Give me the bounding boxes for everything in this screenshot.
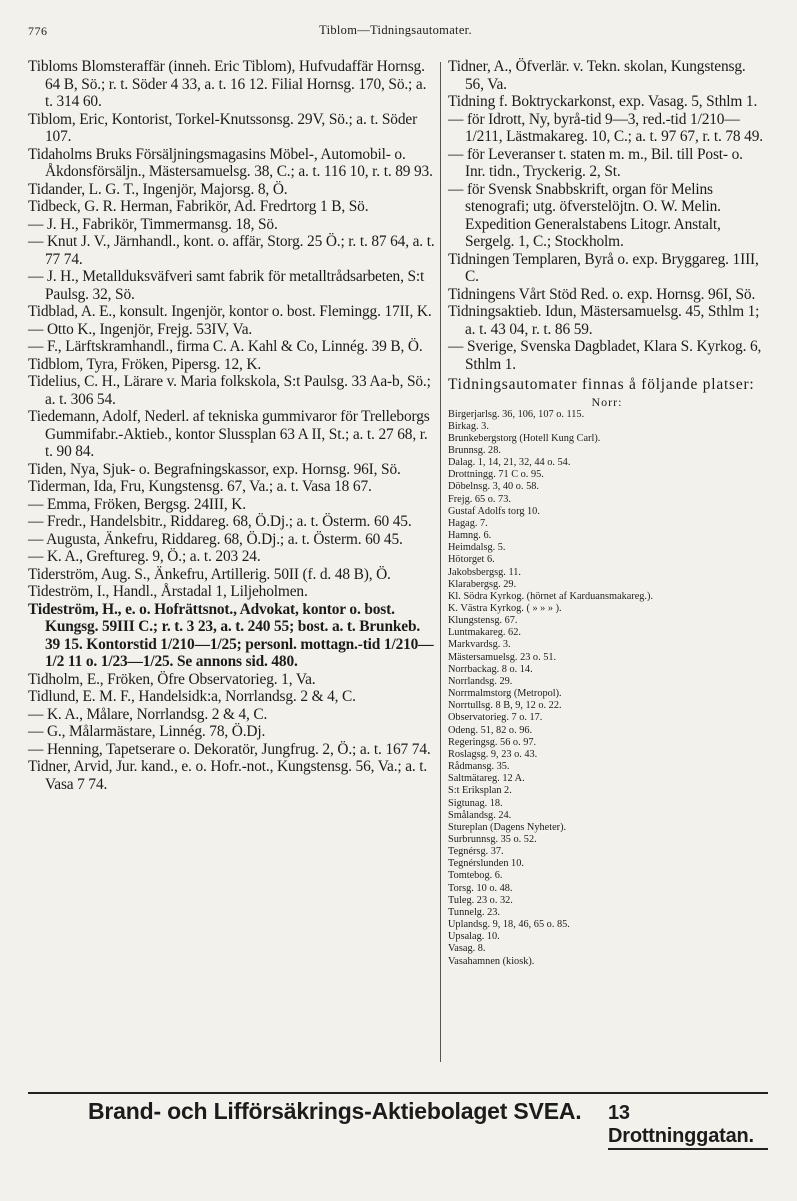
automat-location: Heimdalsg. 5. — [448, 542, 506, 554]
automat-location: Roslagsg. 9, 23 o. 43. — [448, 748, 538, 760]
automat-location: Uplandsg. 9, 18, 46, 65 o. 85. — [448, 919, 570, 931]
automat-location: Birkag. 3. — [448, 420, 489, 432]
automat-location: Norrmalmstorg (Metropol). — [448, 688, 562, 700]
directory-entry: Tiden, Nya, Sjuk- o. Begrafningskassor, exp. Hornsg. 96I, Sö. — [28, 460, 401, 478]
directory-entry: — Sverige, Svenska Dagbladet, Klara S. Kyrkog. 6, Sthlm 1. — [448, 338, 762, 373]
directory-entry: — J. H., Fabrikör, Timmermansg. 18, Sö. — [28, 215, 278, 233]
automat-location: Döbelnsg. 3, 40 o. 58. — [448, 481, 539, 493]
directory-entry: Tidningens Vårt Stöd Red. o. exp. Hornsg. 96I, Sö. — [448, 285, 756, 303]
footer-brand: Brand- och Lifförsäkrings-Aktiebolaget SVEA. — [88, 1098, 582, 1124]
directory-entry: Tidaholms Bruks Försäljningsmagasins Möbel-, Automobil- o. Åkdonsförsäljn., Mästersamuelsg. 38, C.; a. t. 116 10, r. t. 89 93. — [28, 145, 433, 180]
directory-entry: — Henning, Tapetserare o. Dekoratör, Jungfrug. 2, Ö.; a. t. 167 74. — [28, 740, 431, 758]
directory-entry: Tidelius, C. H., Lärare v. Maria folkskola, S:t Paulsg. 33 Aa-b, Sö.; a. t. 306 54. — [28, 373, 431, 408]
directory-entry: Tidning f. Boktryckarkonst, exp. Vasag. 5, Sthlm 1. — [448, 93, 758, 110]
directory-entry: — J. H., Metallduksväfveri samt fabrik för metalltrådsarbeten, S:t Paulsg. 32, Sö. — [28, 268, 425, 303]
directory-entry: Tidholm, E., Fröken, Öfre Observatorieg. 1, Va. — [28, 670, 316, 688]
directory-entry: Tidbeck, G. R. Herman, Fabrikör, Ad. Fredrtorg 1 B, Sö. — [28, 198, 369, 215]
automat-location: Surbrunnsg. 35 o. 52. — [448, 833, 537, 845]
page-number: 776 — [28, 24, 48, 38]
automat-location: Jakobsbergsg. 11. — [448, 566, 521, 578]
automat-location: Norrlandsg. 29. — [448, 675, 513, 687]
automat-location: Torsg. 10 o. 48. — [448, 882, 513, 894]
automat-location: Norrbackag. 8 o. 14. — [448, 663, 533, 675]
automat-location: Brunnsg. 28. — [448, 444, 501, 456]
directory-entry: — för Leveranser t. staten m. m., Bil. till Post- o. Inr. tidn., Tryckerig. 2, St. — [448, 145, 743, 180]
station-list — [448, 409, 766, 968]
automat-location: Rådmansg. 35. — [448, 761, 510, 773]
automat-location: Observatorieg. 7 o. 17. — [448, 712, 543, 724]
automat-location: Markvardsg. 3. — [448, 639, 511, 651]
automat-heading: Tidningsautomater finnas å följande platser: — [448, 376, 755, 393]
automat-location: Tegnérslunden 10. — [448, 858, 524, 870]
directory-entry: — Fredr., Handelsbitr., Riddareg. 68, Ö.Dj.; a. t. Österm. 60 45. — [28, 513, 412, 530]
automat-location: Luntmakareg. 62. — [448, 627, 521, 639]
automat-location: Gustaf Adolfs torg 10. — [448, 505, 540, 517]
automat-location: Smålandsg. 24. — [448, 809, 512, 821]
automat-location: Vasag. 8. — [448, 943, 486, 955]
automat-location: Norrtullsg. 8 B, 9, 12 o. 22. — [448, 700, 562, 712]
automat-location: Tegnérsg. 37. — [448, 846, 504, 858]
automat-location: Drottningg. 71 C o. 95. — [448, 469, 544, 481]
directory-entry: Tiblom, Eric, Kontorist, Torkel-Knutssonsg. 29V, Sö.; a. t. Söder 107. — [28, 110, 418, 145]
directory-entry: Tidner, Arvid, Jur. kand., e. o. Hofr.-not., Kungstensg. 56, Va.; a. t. Vasa 7 74. — [28, 758, 428, 793]
directory-entry: Tidningsaktieb. Idun, Mästersamuelsg. 45, Sthlm 1; a. t. 43 04, r. t. 86 59. — [448, 303, 760, 338]
automat-location: K. Västra Kyrkog. ( » » » ). — [448, 603, 562, 614]
directory-entry: — K. A., Målare, Norrlandsg. 2 & 4, C. — [28, 705, 268, 723]
automat-location: Vasahamnen (kiosk). — [448, 955, 535, 967]
directory-entry: Tidningen Templaren, Byrå o. exp. Bryggareg. 1III, C. — [448, 250, 759, 285]
automat-location: Upsalag. 10. — [448, 931, 500, 943]
directory-entry: Tidander, L. G. T., Ingenjör, Majorsg. 8, Ö. — [28, 180, 288, 198]
column-divider — [440, 62, 441, 1062]
directory-entry: Tidblom, Tyra, Fröken, Pipersg. 12, K. — [28, 355, 262, 373]
right-column — [448, 58, 766, 968]
automat-location: Stureplan (Dagens Nyheter). — [448, 821, 567, 833]
footer-advertisement — [28, 1092, 768, 1147]
directory-entry: Tiedemann, Adolf, Nederl. af tekniska gummivaror för Trelleborgs Gummifabr.-Aktieb., kontor Slussplan 63 A II, St.; a. t. 27 68, r. t. 90 84. — [28, 408, 430, 460]
automat-location: Hagag. 7. — [448, 517, 488, 529]
automat-location: Brunkebergstorg (Hotell Kung Carl). — [448, 432, 601, 444]
directory-entry: Tiderström, Aug. S., Änkefru, Artillerig. 50II (f. d. 48 B), Ö. — [28, 565, 391, 583]
automat-location: Hamng. 6. — [448, 530, 492, 542]
automat-location: Tunnelg. 23. — [448, 906, 500, 918]
footer-address: 13 Drottninggatan. — [608, 1102, 768, 1150]
directory-entry: Tiderman, Ida, Fru, Kungstensg. 67, Va.; a. t. Vasa 18 67. — [28, 478, 372, 495]
automat-location: Odeng. 51, 82 o. 96. — [448, 724, 533, 736]
directory-columns — [28, 58, 768, 1090]
directory-entry: — Emma, Fröken, Bergsg. 24III, K. — [28, 495, 246, 513]
directory-entry: Tidlund, E. M. F., Handelsidk:a, Norrlandsg. 2 & 4, C. — [28, 688, 356, 705]
directory-entry: — för Svensk Snabbskrift, organ för Melins stenografi; utg. öfverstelöjtn. O. W. Melin. Expedition Generalstabens Litogr. Anstalt, Sergelg. 1, C.; Stockholm. — [448, 180, 721, 250]
automat-location: Dalag. 1, 14, 21, 32, 44 o. 54. — [448, 457, 571, 469]
automat-location: Frejg. 65 o. 73. — [448, 493, 511, 505]
automat-location: Hötorget 6. — [448, 554, 495, 566]
directory-entry: Tibloms Blomsteraffär (inneh. Eric Tiblom), Hufvudaffär Hornsg. 64 B, Sö.; r. t. Söder 4 33, a. t. 16 12. Filial Hornsg. 170, Sö.; a. t. 314 60. — [28, 58, 427, 110]
automat-location: Klarabergsg. 29. — [448, 578, 517, 590]
directory-entry: Tideström, I., Handl., Årstadal 1, Liljeholmen. — [28, 583, 308, 600]
automat-location: Mästersamuelsg. 23 o. 51. — [448, 651, 557, 663]
running-title: Tiblom—Tidningsautomater. — [319, 23, 472, 37]
automat-location: Saltmätareg. 12 A. — [448, 773, 525, 785]
automat-location: Tomtebog. 6. — [448, 870, 503, 882]
directory-entry: — för Idrott, Ny, byrå-tid 9—3, red.-tid 1/210—1/211, Lästmakareg. 10, C.; a. t. 97 67, r. t. 78 49. — [448, 110, 763, 145]
directory-entry: Tideström, H., e. o. Hofrättsnot., Advokat, kontor o. bost. Kungsg. 59III C.; r. t. 3 23, a. t. 240 55; bost. a. t. Brunkeb. 39 15. Kontorstid 1/210—1/25; personl. mottagn.-tid 1/210—1/2 11 o. 1/23—1/25. Se annons sid. 480. — [28, 600, 434, 670]
page-header — [28, 14, 763, 42]
directory-entry: — Otto K., Ingenjör, Frejg. 53IV, Va. — [28, 320, 253, 338]
directory-entry: — Knut J. V., Järnhandl., kont. o. affär, Storg. 25 Ö.; r. t. 87 64, a. t. 77 74. — [28, 233, 435, 268]
left-column — [28, 58, 435, 793]
automat-location: Regeringsg. 56 o. 97. — [448, 736, 537, 748]
automat-location: Sigtunag. 18. — [448, 797, 503, 809]
automat-location: Kl. Södra Kyrkog. (hörnet af Karduansmakareg.). — [448, 590, 654, 602]
directory-entry: — Augusta, Änkefru, Riddareg. 68, Ö.Dj.; a. t. Österm. 60 45. — [28, 530, 403, 548]
automat-location: Birgerjarlsg. 36, 106, 107 o. 115. — [448, 408, 585, 420]
directory-entry: Tidblad, A. E., konsult. Ingenjör, kontor o. bost. Flemingg. 17II, K. — [28, 303, 432, 320]
automat-location: Klungstensg. 67. — [448, 615, 518, 627]
automat-location: Tuleg. 23 o. 32. — [448, 894, 513, 906]
directory-entry: — K. A., Greftureg. 9, Ö.; a. t. 203 24. — [28, 548, 261, 565]
automat-region: Norr: — [591, 394, 623, 409]
directory-entry: — F., Lärftskramhandl., firma C. A. Kahl & Co, Linnég. 39 B, Ö. — [28, 338, 423, 355]
directory-entry: — G., Målarmästare, Linnég. 78, Ö.Dj. — [28, 723, 266, 740]
right-entries — [448, 58, 766, 373]
automat-location: S:t Eriksplan 2. — [448, 785, 512, 797]
directory-entry: Tidner, A., Öfverlär. v. Tekn. skolan, Kungstensg. 56, Va. — [448, 58, 746, 93]
